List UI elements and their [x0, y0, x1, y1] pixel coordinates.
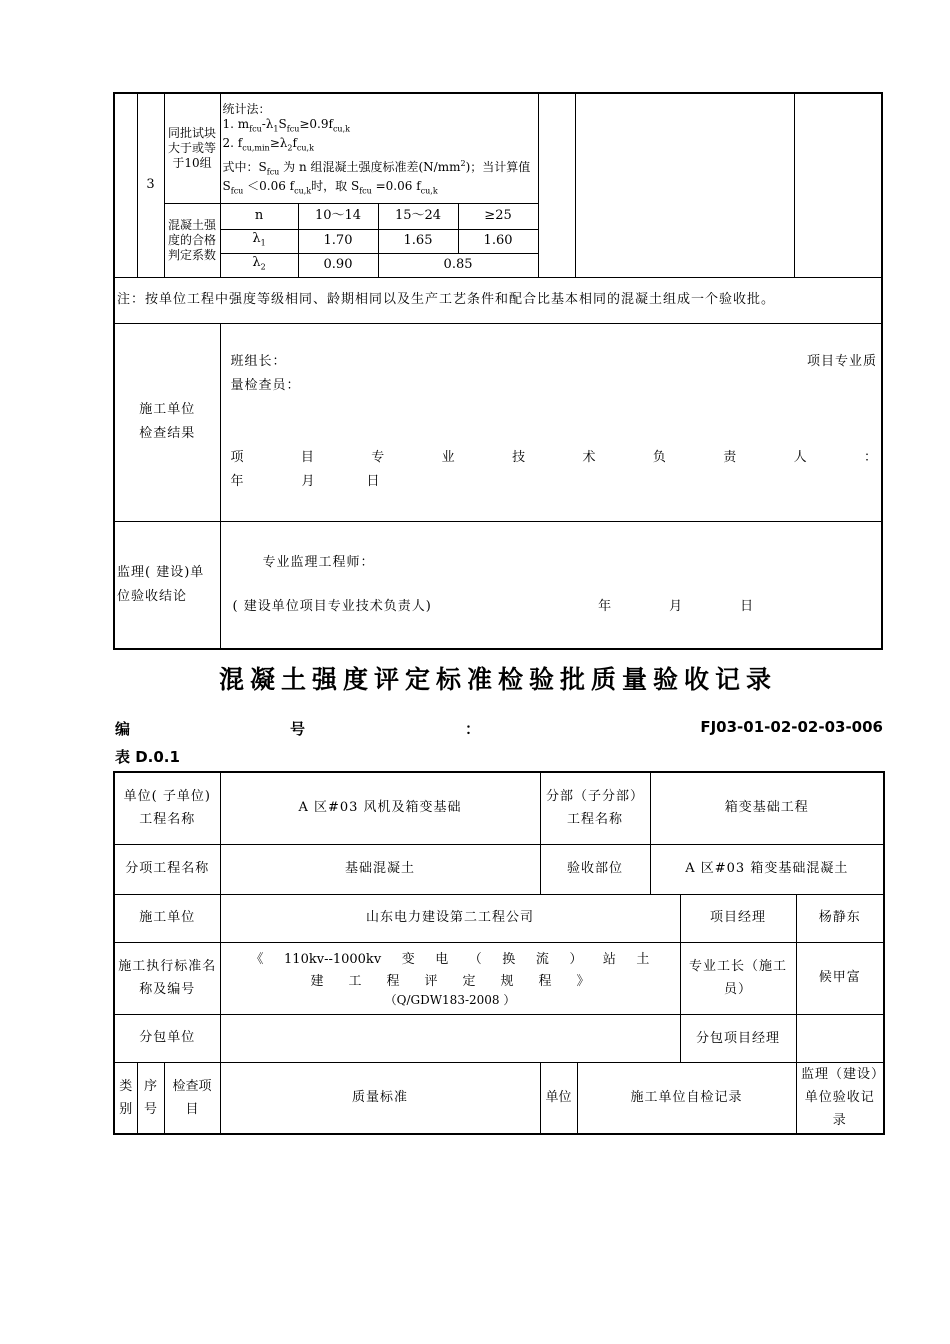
pm-value: 杨静东: [796, 894, 884, 942]
col-unit: 单位: [540, 1062, 577, 1134]
standard-line-1: 《 110kv--1000kv 变 电 （ 换 流 ） 站 土: [250, 951, 650, 967]
col-category: 类别: [114, 1062, 137, 1134]
coef-head-n: n: [220, 203, 298, 229]
code-label-3: ：: [465, 720, 481, 738]
coef-head-2: 15～24: [378, 203, 458, 229]
construction-signers: [231, 350, 878, 374]
supervision-body: [220, 521, 882, 649]
supervision-owner-line: ( 建设单位项目专业技术负责人) 年 月 日: [232, 598, 754, 614]
lambda2-value: 0.90: [298, 253, 378, 277]
sub-project-value: 箱变基础工程: [650, 772, 884, 844]
standard-value: [220, 942, 680, 1014]
construction-unit-label: 施工单位: [114, 894, 220, 942]
col-self-check: 施工单位自检记录: [577, 1062, 796, 1134]
acceptance-form: [113, 771, 885, 1135]
seq-cell: 3: [137, 93, 164, 277]
table-number: 表 D.0.1: [115, 748, 180, 766]
construction-unit-value: 山东电力建设第二工程公司: [220, 894, 680, 942]
col-seq: 序号: [137, 1062, 164, 1134]
page-title: 混凝土强度评定标准检验批质量验收记录: [218, 665, 777, 694]
formula-note: 式中：$S_{fcu}$ 为 n 组混凝土强度标准差$(N/mm^2)$；当计算值 $S_{fcu} <0.06$ $f_{cu,k}$时，取 $S_{fcu} =0.06$ $f_{cu,k}$: [222, 158, 531, 196]
subcontract-label: 分包单位: [114, 1014, 220, 1062]
col-supervision: 监理（建设）单位验收记录: [796, 1062, 884, 1134]
unit-cell: [538, 93, 575, 277]
code-label-1: 编: [115, 720, 131, 738]
supervision-cell: [794, 93, 882, 277]
team-leader-label: 班组长：: [230, 354, 287, 369]
formula-2: 2. $f_{cu,min}\ge\lambda_2f_{cu,k}$: [222, 136, 314, 153]
owner-rep-label: ( 建设单位项目专业技术负责人): [232, 598, 432, 614]
col-item: 检查项目: [164, 1062, 220, 1134]
quality-inspector-label-a: 项目专业质: [807, 354, 878, 369]
subcontract-pm-label: 分包项目经理: [680, 1014, 796, 1062]
self-check-cell: [575, 93, 794, 277]
item-label: 同批试块大于或等于10组: [164, 93, 220, 203]
lambda1-label: $\lambda_1$: [220, 229, 298, 253]
category-cell: [114, 93, 137, 277]
stat-title: 统计法：: [222, 102, 271, 116]
construction-date: 年 月 日: [230, 474, 380, 489]
lambda2-label: $\lambda_2$: [220, 253, 298, 277]
col-standard: 质量标准: [220, 1062, 540, 1134]
tech-chief-label: 项 目 专 业 技 术 负 责 人 ：: [230, 450, 878, 465]
record-code: [115, 718, 883, 739]
upper-table: [113, 92, 883, 650]
stat-method-cell: [220, 93, 538, 203]
coef-head-1: 10～14: [298, 203, 378, 229]
batch-note: 注：按单位工程中强度等级相同、龄期相同以及生产工艺条件和配合比基本相同的混凝土组成一个验收批。: [114, 277, 882, 323]
foreman-label: 专业工长（施工员）: [680, 942, 796, 1014]
coef-head-3: ≥25: [458, 203, 538, 229]
acceptance-part-label: 验收部位: [540, 844, 650, 894]
item-project-label: 分项工程名称: [114, 844, 220, 894]
unit-project-value: A 区#03 风机及箱变基础: [220, 772, 540, 844]
standard-label: 施工执行标准名称及编号: [114, 942, 220, 1014]
standard-line-2: 建 工 程 评 定 规 程 》: [310, 973, 590, 989]
lambda1-value: 1.70: [298, 229, 378, 253]
lambda1-value: 1.65: [378, 229, 458, 253]
subcontract-value: [220, 1014, 680, 1062]
construction-check-label: 施工单位检查结果: [114, 323, 220, 521]
lambda1-value: 1.60: [458, 229, 538, 253]
coef-label: 混凝土强度的合格判定系数: [164, 203, 220, 277]
quality-inspector-label-b: 量检查员：: [230, 378, 301, 393]
item-project-value: 基础混凝土: [220, 844, 540, 894]
construction-check-body: [220, 323, 882, 521]
code-value: FJ03-01-02-02-03-006: [700, 718, 883, 736]
acceptance-part-value: A 区#03 箱变基础混凝土: [650, 844, 884, 894]
sub-project-label: 分部（子分部）工程名称: [540, 772, 650, 844]
unit-project-label: 单位( 子单位)工程名称: [114, 772, 220, 844]
subcontract-pm-value: [796, 1014, 884, 1062]
formula-1: 1. $m_{fcu}-\lambda_1S_{fcu}\ge 0.9f_{cu,k}$: [222, 117, 350, 134]
standard-line-3: （Q/GDW183-2008 ）: [384, 992, 516, 1007]
pm-label: 项目经理: [680, 894, 796, 942]
foreman-value: 候甲富: [796, 942, 884, 1014]
supervision-engineer: 专业监理工程师：: [262, 554, 375, 570]
lambda2-value: 0.85: [378, 253, 538, 277]
code-label-2: 号: [290, 720, 306, 738]
supervision-label: 监理( 建设)单位验收结论: [114, 521, 220, 649]
